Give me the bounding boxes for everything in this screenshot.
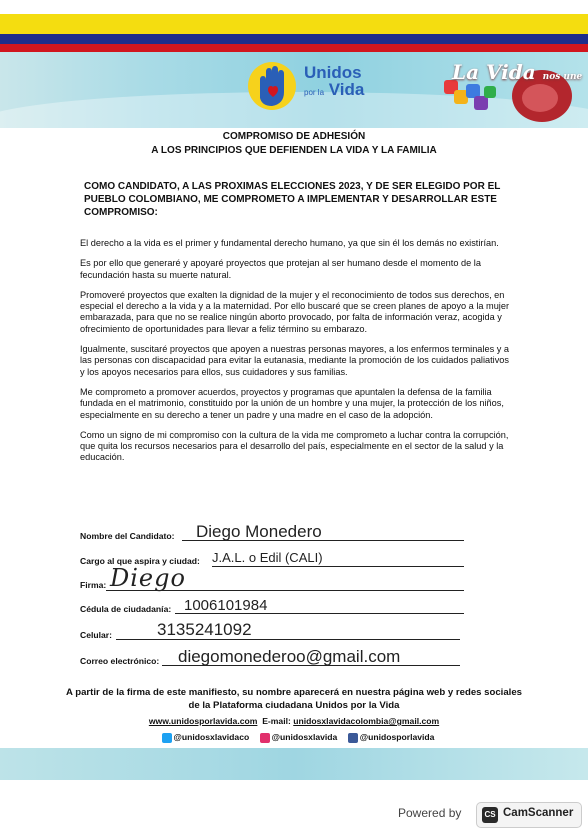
id-number-label: Cédula de ciudadanía: — [80, 604, 172, 614]
facebook-handle[interactable]: @unidosporlavida — [359, 732, 435, 742]
logo-nos-une: nos une — [542, 72, 583, 82]
contact-line — [60, 716, 528, 726]
paragraph: Igualmente, suscitaré proyectos que apoyen a nuestras personas mayores, a los enfermos terminales y a las personas con discapacidad para evitar la eutanasia, mediante la promoción de los cuidados paliativos y los apoyos necesarios para ellos, sus cuidadores y sus familias. — [80, 344, 510, 377]
title-line-2: A LOS PRINCIPIOS QUE DEFIENDEN LA VIDA Y LA FAMILIA — [151, 145, 437, 156]
footer-band — [0, 748, 588, 780]
camscanner-badge — [476, 802, 582, 828]
phone-label: Celular: — [80, 630, 112, 640]
hand-heart-logo-icon — [246, 58, 298, 112]
document-title — [0, 130, 588, 158]
email-contact-label: E-mail: — [262, 716, 291, 726]
twitter-handle[interactable]: @unidosxlavidaco — [173, 732, 250, 742]
camscanner-icon: CS — [482, 807, 498, 823]
document — [0, 128, 588, 463]
commitment-paragraphs — [80, 238, 512, 473]
position-value: J.A.L. o Edil (CALI) — [212, 550, 323, 565]
instagram-icon — [260, 733, 270, 743]
flag-yellow-stripe — [0, 14, 588, 34]
position-line — [212, 566, 464, 567]
powered-by-text: Powered by — [398, 806, 462, 820]
signature-value: Diego — [110, 564, 186, 592]
paragraph: Me comprometo a promover acuerdos, proyectos y programas que apuntalen la defensa de la familia fundada en el matrimonio, constituido por la unión de un hombre y una mujer, la protección de los niños, especialmente en su derecho a tener un padre y una madre en el caso de la adopción. — [80, 386, 504, 420]
paragraph: El derecho a la vida es el primer y fundamental derecho humano, ya que sin él los demás no existirían. — [80, 238, 499, 248]
flag-red-stripe — [0, 44, 588, 52]
logo-la-vida: La Vida — [452, 60, 536, 84]
instagram-handle[interactable]: @unidosxlavida — [271, 732, 338, 742]
id-number-value: 1006101984 — [184, 597, 268, 614]
twitter-icon — [162, 733, 172, 743]
unidos-por-la-vida-logo — [304, 64, 364, 101]
email-contact-link[interactable]: unidosxlavidacolombia@gmail.com — [293, 716, 440, 726]
la-vida-logo-text — [452, 60, 582, 84]
pledge-statement: COMO CANDIDATO, A LAS PROXIMAS ELECCIONES 2023, Y DE SER ELEGIDO POR EL PUEBLO COLOMBIANO, ME COMPROMETO A IMPLEMENTAR Y DESARROLLAR ESTE COMPROMISO: — [84, 181, 501, 218]
logo-word-vida: Vida — [328, 80, 365, 99]
email-label: Correo electrónico: — [80, 656, 160, 666]
candidate-name-label: Nombre del Candidato: — [80, 531, 175, 541]
position-label: Cargo al que aspira y ciudad: — [80, 556, 200, 566]
header-banner — [0, 52, 588, 128]
publication-notice: A partir de la firma de este manifiesto, su nombre aparecerá en nuestra página web y redes sociales de la Plataforma ciudadana Unidos por la Vida — [65, 687, 523, 711]
signature-label: Firma: — [80, 580, 107, 590]
logo-word-por-la: por la — [304, 88, 325, 97]
phone-value: 3135241092 — [157, 620, 252, 639]
logo-word-unidos: Unidos — [304, 63, 362, 82]
social-handles — [60, 732, 528, 743]
website-link[interactable]: www.unidosporlavida.com — [148, 716, 258, 726]
facebook-icon — [348, 733, 358, 743]
flag-blue-stripe — [0, 34, 588, 44]
camscanner-brand: CamScanner — [503, 807, 574, 819]
email-value: diegomonederoo@gmail.com — [178, 647, 401, 666]
candidate-name-value: Diego Monedero — [196, 522, 322, 541]
title-line-1: COMPROMISO DE ADHESIÓN — [222, 131, 366, 142]
paragraph: Es por ello que generaré y apoyaré proyectos que protejan al ser humano desde el momento de la fecundación hasta su muerte natural. — [80, 258, 481, 280]
flag-stripes — [0, 0, 588, 42]
paragraph: Promoveré proyectos que exalten la dignidad de la mujer y el reconocimiento de todos sus derechos, en especial el derecho a la vida y a la maternidad. Por ello buscaré que se creen planes de apoyo a la mujer embarazada, para que no se realice ningún aborto provocado, por falta de información veraz, acogida y ofrecimiento de oportunidades para llevar a feliz término su embarazo. — [80, 289, 510, 334]
paragraph: Como un signo de mi compromiso con la cultura de la vida me comprometo a luchar contra la corrupción, que quita los recursos necesarios para el desarrollo del país, especialmente en el sector de la salud y la educación. — [80, 429, 509, 463]
